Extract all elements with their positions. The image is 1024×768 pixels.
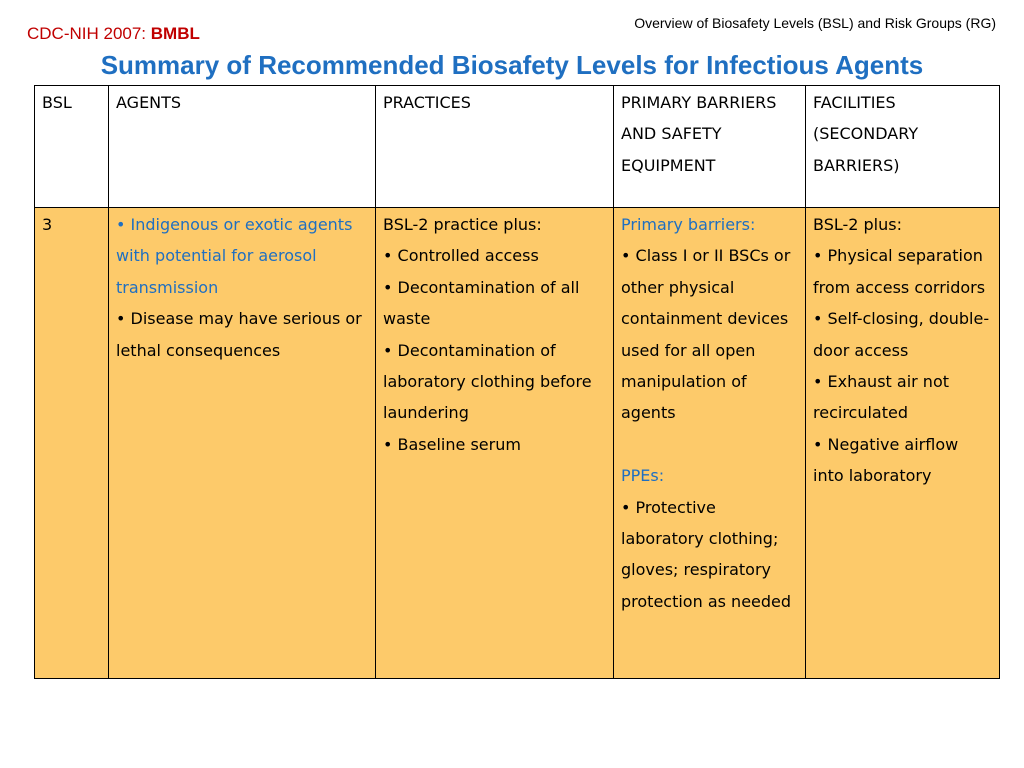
facilities-item: • Exhaust air not recirculated bbox=[813, 372, 949, 423]
facilities-item: • Physical separation from access corridors bbox=[813, 246, 986, 297]
cell-bsl-level: 3 bbox=[35, 208, 109, 679]
facilities-heading: BSL-2 plus: bbox=[813, 215, 902, 234]
spacer bbox=[621, 429, 799, 460]
ppe-item: • Protective laboratory clothing; gloves; respiratory protection as needed bbox=[621, 497, 792, 611]
cell-primary-barriers bbox=[614, 208, 806, 679]
facilities-item: • Self-closing, double-door access bbox=[813, 309, 990, 360]
page-title: Summary of Recommended Biosafety Levels for Infectious Agents bbox=[100, 50, 924, 80]
source-bold: BMBL bbox=[150, 24, 200, 43]
header-bsl: BSL bbox=[35, 86, 109, 208]
practices-item: • Baseline serum bbox=[383, 434, 521, 454]
header-agents: AGENTS bbox=[109, 86, 376, 208]
facilities-item: • Negative airflow into laboratory bbox=[813, 434, 959, 486]
header-primary-barriers: PRIMARY BARRIERS AND SAFETY EQUIPMENT bbox=[614, 86, 806, 208]
cell-agents bbox=[109, 208, 376, 679]
primary-barriers-item: • Class I or II BSCs or other physical containment devices used for all open manipulation of agents bbox=[621, 246, 791, 423]
agents-item: • Disease may have serious or lethal consequences bbox=[116, 309, 362, 360]
source-label bbox=[27, 24, 200, 44]
header-note: Overview of Biosafety Levels (BSL) and Risk Groups (RG) bbox=[634, 15, 996, 31]
primary-barriers-heading: Primary barriers: bbox=[621, 215, 756, 234]
practices-item: • Decontamination of all waste bbox=[383, 277, 580, 329]
biosafety-table bbox=[34, 85, 1000, 679]
header-facilities: FACILITIES (SECONDARY BARRIERS) bbox=[806, 86, 1000, 208]
cell-facilities bbox=[806, 208, 1000, 679]
practices-heading: BSL-2 practice plus: bbox=[383, 215, 542, 234]
table-row bbox=[35, 208, 1000, 679]
header-practices: PRACTICES bbox=[376, 86, 614, 208]
agents-item: • Indigenous or exotic agents with potential for aerosol transmission bbox=[116, 215, 353, 297]
ppe-heading: PPEs: bbox=[621, 466, 665, 486]
table-header-row bbox=[35, 86, 1000, 208]
practices-item: • Controlled access bbox=[383, 246, 539, 266]
cell-practices bbox=[376, 208, 614, 679]
practices-item: • Decontamination of laboratory clothing before laundering bbox=[383, 340, 592, 423]
source-prefix: CDC-NIH 2007: bbox=[27, 24, 151, 43]
